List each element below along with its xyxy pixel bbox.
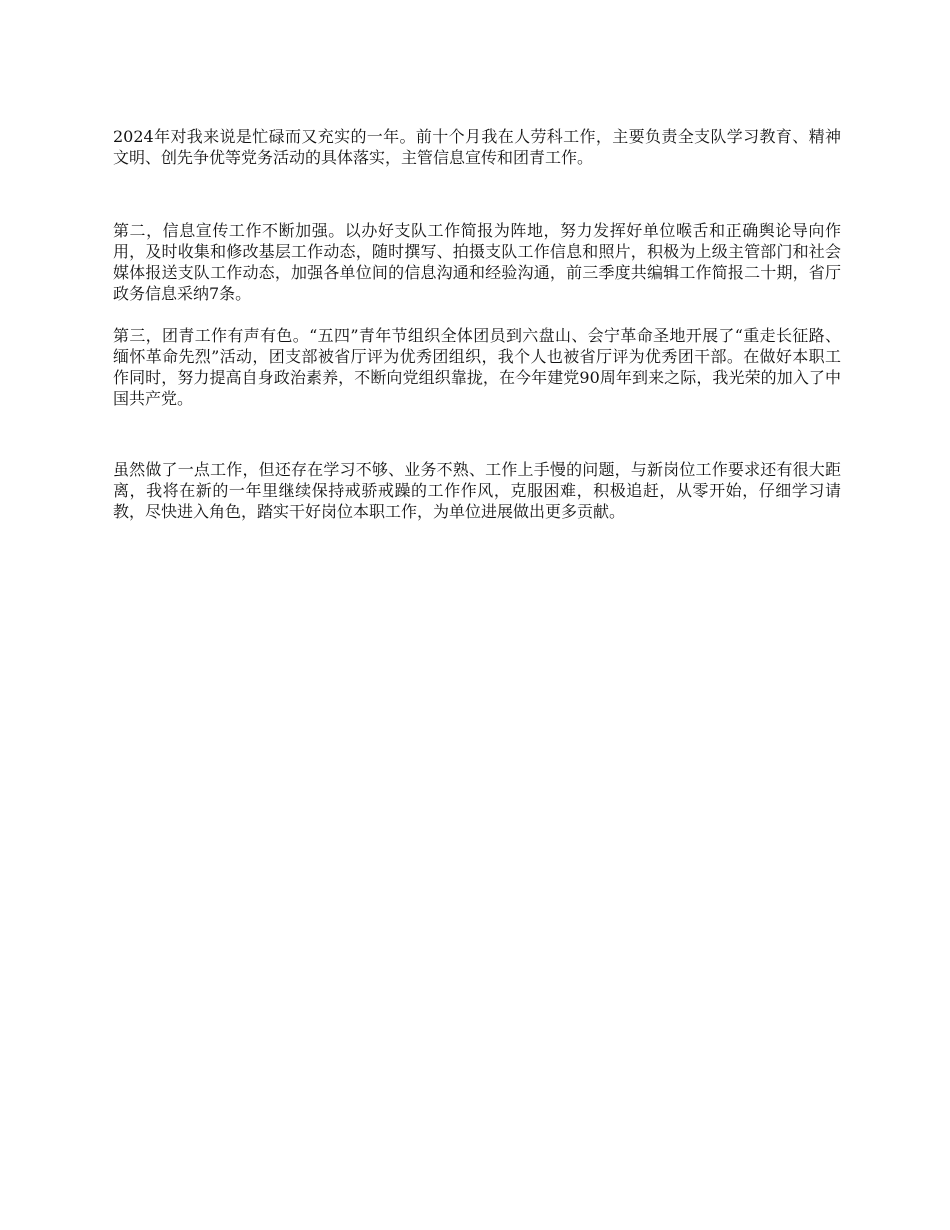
paragraph-youth-league-work: 第三，团青工作有声有色。“五四”青年节组织全体团员到六盘山、会宁革命圣地开展了“重走长征路、缅怀革命先烈”活动，团支部被省厅评为优秀团组织，我个人也被省厅评为优秀团干部。在做好本职工作同时，努力提高自身政治素养，不断向党组织靠拢，在今年建党90周年到来之际，我光荣的加入了中国共产党。 <box>113 326 841 408</box>
paragraph-intro: 2024年对我来说是忙碌而又充实的一年。前十个月我在人劳科工作，主要负责全支队学习教育、精神文明、创先争优等党务活动的具体落实，主管信息宣传和团青工作。 <box>113 127 841 167</box>
paragraph-information-publicity: 第二，信息宣传工作不断加强。以办好支队工作简报为阵地，努力发挥好单位喉舌和正确舆论导向作用，及时收集和修改基层工作动态，随时撰写、拍摄支队工作信息和照片，积极为上级主管部门和社会媒体报送支队工作动态，加强各单位间的信息沟通和经验沟通，前三季度共编辑工作简报二十期，省厅政务信息采纳7条。 <box>113 221 841 303</box>
paragraph-shortcomings-outlook: 虽然做了一点工作，但还存在学习不够、业务不熟、工作上手慢的问题，与新岗位工作要求还有很大距离，我将在新的一年里继续保持戒骄戒躁的工作作风，克服困难，积极追赶，从零开始，仔细学习请教，尽快进入角色，踏实干好岗位本职工作，为单位进展做出更多贡献。 <box>113 460 841 521</box>
